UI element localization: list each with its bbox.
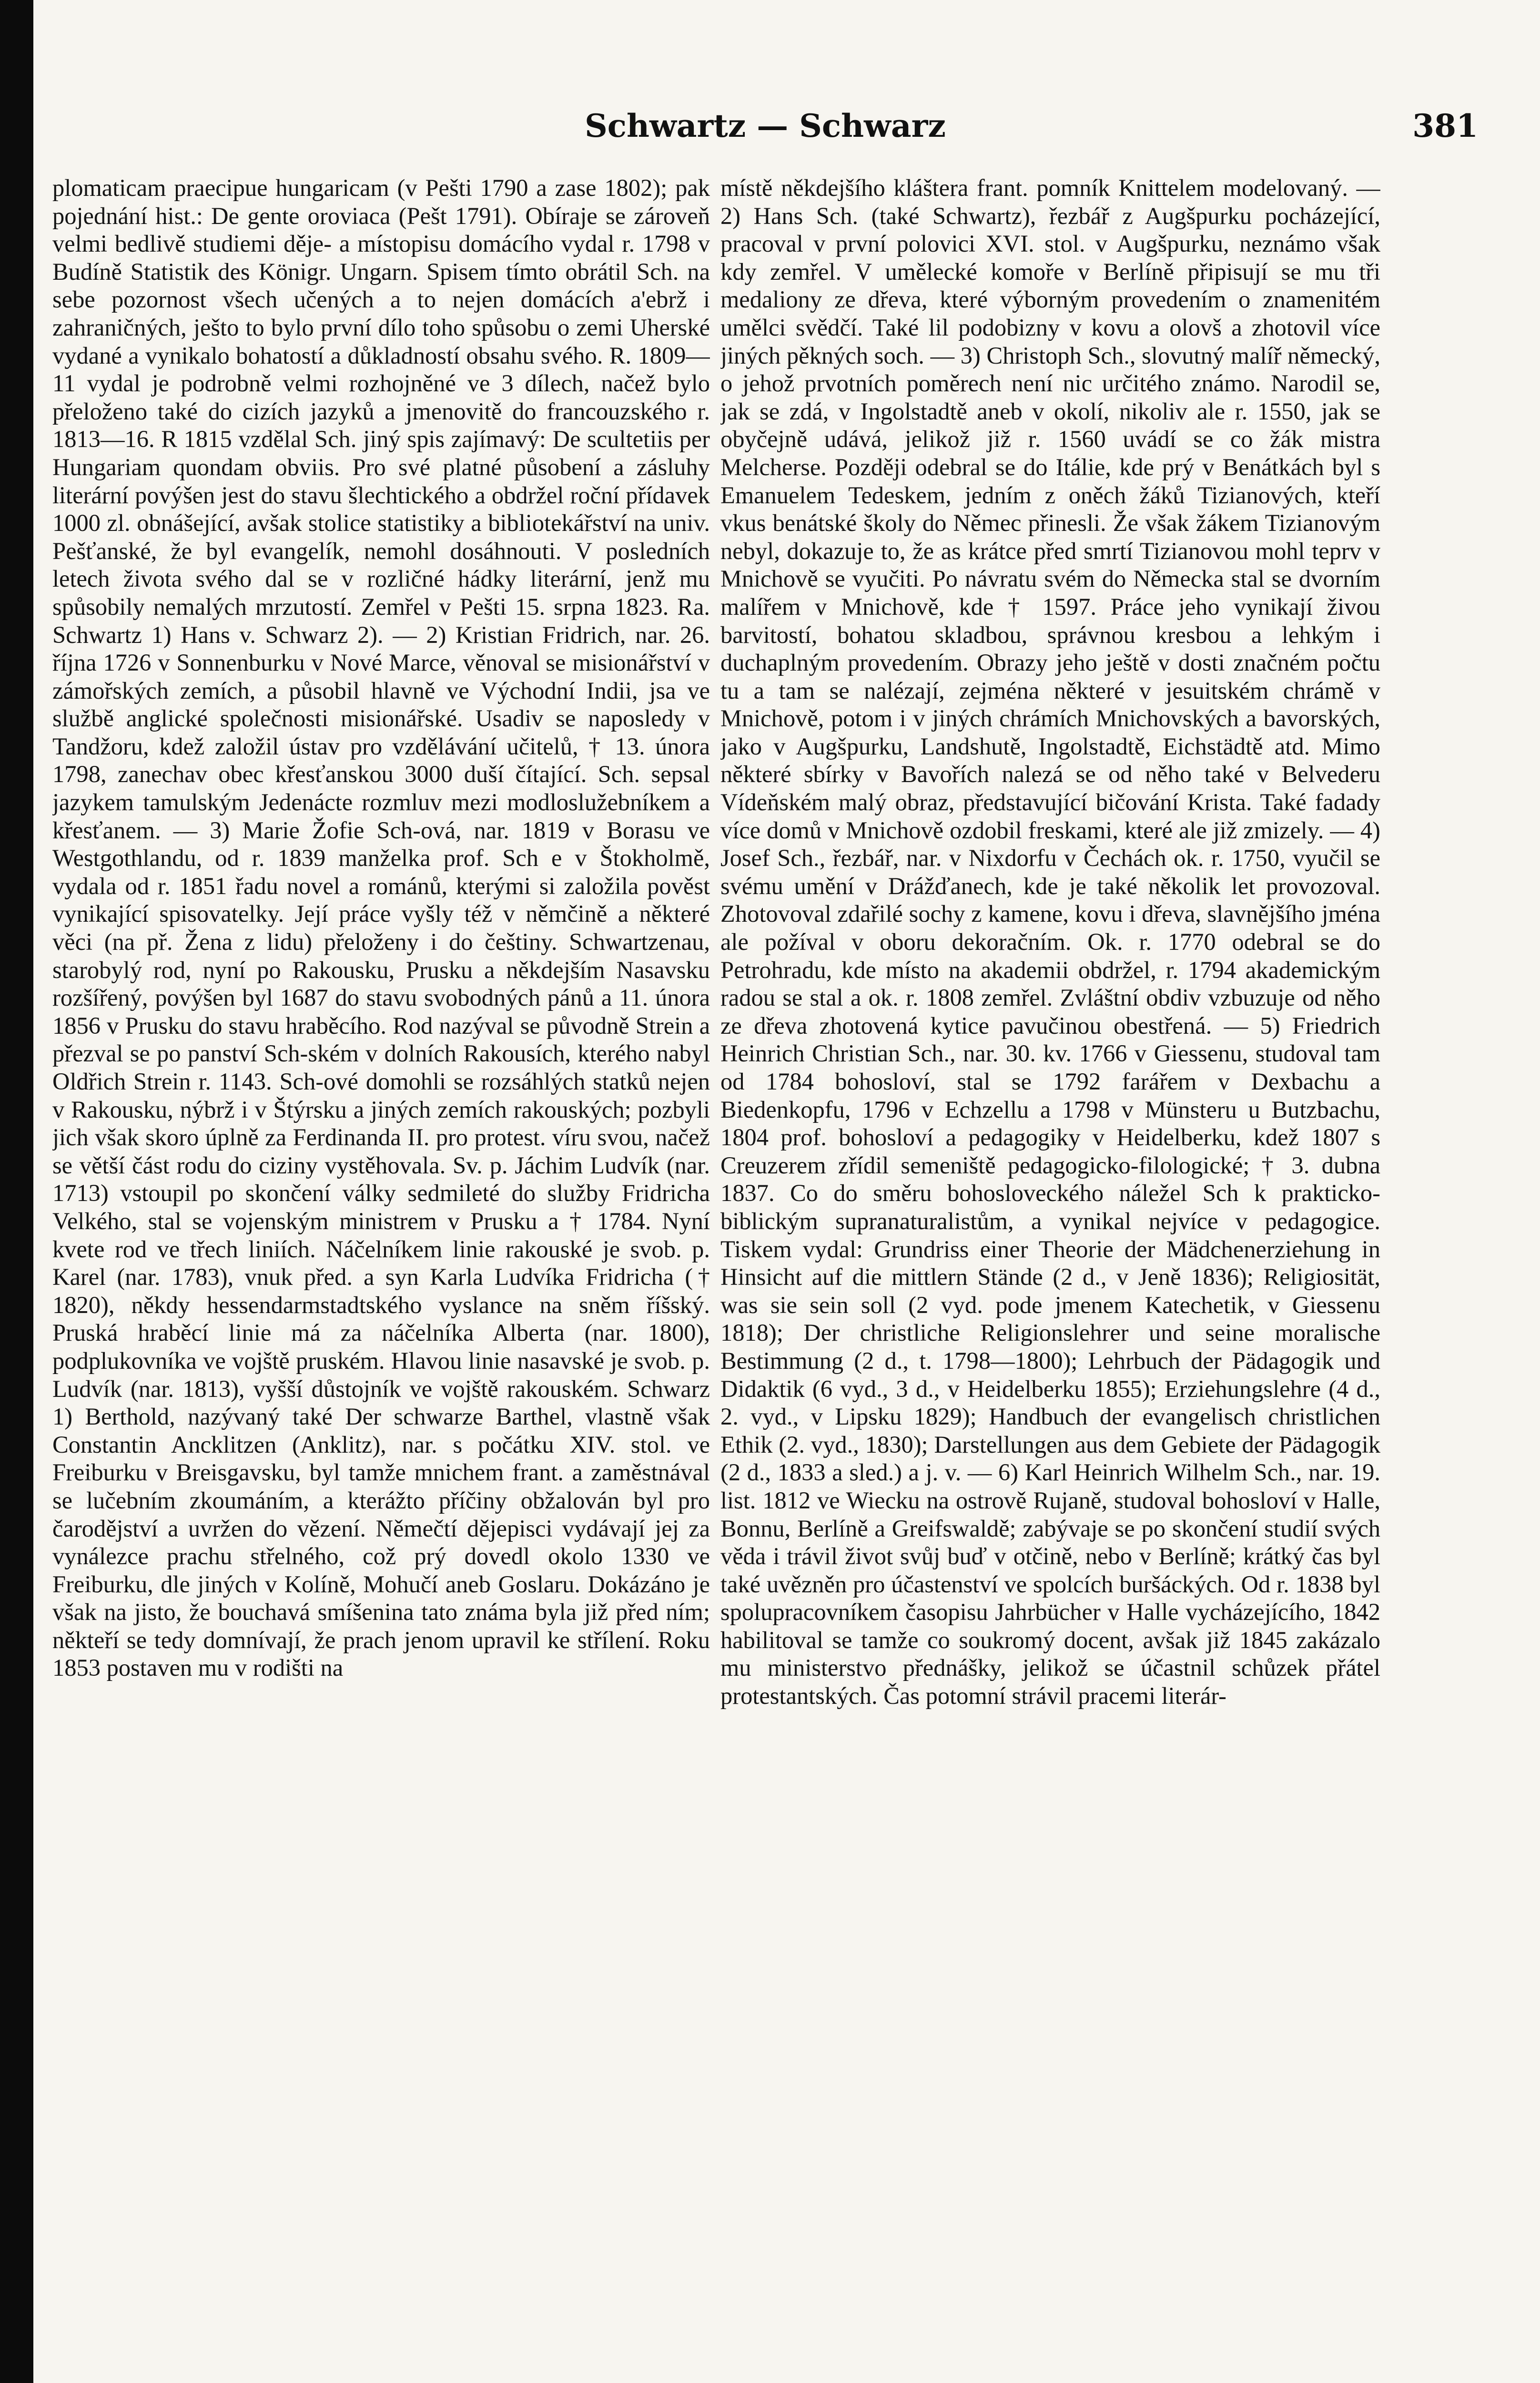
left-column <box>52 174 710 2347</box>
right-column <box>720 174 1380 2347</box>
right-column-text: místě někdejšího kláštera frant. pomník Knittelem modelovaný. — 2) Hans Sch. (také Schwartz), řezbář z Augšpurku pocházející, pracoval v první polovici XVI. stol. v Augšpurku, neznámo však kdy zemřel. V umělecké komoře v Berlíně připisují se mu tři medaliony ze dřeva, které výborným provedením o znamenitém umělci svědčí. Také lil podobizny v kovu a olovš a zhotovil více jiných pěkných soch. — 3) Christoph Sch., slovutný malíř německý, o jehož prvotních poměrech není nic určitého známo. Narodil se, jak se zdá, v Ingolstadtě aneb v okolí, nikoliv ale r. 1550, jak se obyčejně udává, jelikož již r. 1560 uvádí se co žák mistra Melcherse. Později odebral se do Itálie, kde prý v Benátkách byl s Emanuelem Tedeskem, jedním z oněch žáků Tizianových, kteří vkus benátské školy do Němec přinesli. Že však žákem Tizianovým nebyl, dokazuje to, že as krátce před smrtí Tizianovou mohl teprv v Mnichově se vyučiti. Po návratu svém do Německa stal se dvorním malířem v Mnichově, kde † 1597. Práce jeho vynikají živou barvitostí, bohatou skladbou, správnou kresbou a lehkým i duchaplným provedením. Obrazy jeho ještě v dosti značném počtu tu a tam se nalézají, zejména některé v jesuitském chrámě v Mnichově, potom i v jiných chrámích Mnichovských a bavorských, jako v Augšpurku, Landshutě, Ingolstadtě, Eichstädtě atd. Mimo některé sbírky v Bavořích nalezá se od něho také v Belvederu Vídeňském malý obraz, představující bičování Krista. Také fadady více domů v Mnichově ozdobil freskami, které ale již zmizely. — 4) Josef Sch., řezbář, nar. v Nixdorfu v Čechách ok. r. 1750, vyučil se svému umění v Drážďanech, kde je také několik let provozoval. Zhotovoval zdařilé sochy z kamene, kovu i dřeva, slavnějšího jména ale požíval v oboru dekoračním. Ok. r. 1770 odebral se do Petrohradu, kde místo na akademii obdržel, r. 1794 akademickým radou se stal a ok. r. 1808 zemřel. Zvláštní obdiv vzbuzuje od něho ze dřeva zhotovená kytice pavučinou obestřená. — 5) Friedrich Heinrich Christian Sch., nar. 30. kv. 1766 v Giessenu, studoval tam od 1784 bohosloví, stal se 1792 farářem v Dexbachu a Biedenkopfu, 1796 v Echzellu a 1798 v Münsteru u Butzbachu, 1804 prof. bohosloví a pedagogiky v Heidelberku, kdež 1807 s Creuzerem zřídil semeniště pedagogicko-filologické; † 3. dubna 1837. Co do směru bohosloveckého náležel Sch k prakticko-biblickým supranaturalistům, a vynikal nejvíce v pedagogice. Tiskem vydal: Grundriss einer Theorie der Mädchenerziehung in Hinsicht auf die mittlern Stände (2 d., v Jeně 1836); Religiosität, was sie sein soll (2 vyd. pode jmenem Katechetik, v Giessenu 1818); Der christliche Religionslehrer und seine moralische Bestimmung (2 d., t. 1798—1800); Lehrbuch der Pädagogik und Didaktik (6 vyd., 3 d., v Heidelberku 1855); Erziehungslehre (4 d., 2. vyd., v Lipsku 1829); Handbuch der evangelisch christlichen Ethik (2. vyd., 1830); Darstellungen aus dem Gebiete der Pädagogik (2 d., 1833 a sled.) a j. v. — 6) Karl Heinrich Wilhelm Sch., nar. 19. list. 1812 ve Wiecku na ostrově Rujaně, studoval bohosloví v Halle, Bonnu, Berlíně a Greifswaldě; zabývaje se po skončení studií svých věda i trávil život svůj buď v otčině, nebo v Berlíně; krátký čas byl také uvězněn pro účastenství ve spolcích buršáckých. Od r. 1838 byl spolupracovníkem časopisu Jahrbücher v Halle vycházejícího, 1842 habilitoval se tamže co soukromý docent, avšak již 1845 zakázalo mu ministerstvo přednášky, jelikož se účastnil schůzek přátel protestantských. Čas potomní strávil pracemi literár- <box>720 174 1380 1710</box>
page-number: 381 <box>1412 107 1478 144</box>
left-column-text: plomaticam praecipue hungaricam (v Pešti 1790 a zase 1802); pak pojednání hist.: De gente oroviaca (Pešt 1791). Obíraje se zároveň velmi bedlivě studiemi děje- a místopisu domácího vydal r. 1798 v Budíně Statistik des Königr. Ungarn. Spisem tímto obrátil Sch. na sebe pozornost všech učených a to nejen domácích a'ebrž i zahraničných, ješto to bylo první dílo toho spůsobu o zemi Uherské vydané a vynikalo bohatostí a důkladností obsahu svého. R. 1809—11 vydal je podrobně velmi rozhojněné ve 3 dílech, načež bylo přeloženo také do cizích jazyků a jmenovitě do francouzského r. 1813—16. R 1815 vzdělal Sch. jiný spis zajímavý: De scultetiis per Hungariam quondam obviis. Pro své platné působení a zásluhy literární povýšen jest do stavu šlechtického a obdržel roční přídavek 1000 zl. obnášející, avšak stolice statistiky a bibliotekářství na univ. Pešťanské, že byl evangelík, nemohl dosáhnouti. V posledních letech života svého dal se v rozličné hádky literární, jenž mu spůsobily nemalých mrzutostí. Zemřel v Pešti 15. srpna 1823. Ra. Schwartz 1) Hans v. Schwarz 2). — 2) Kristian Fridrich, nar. 26. října 1726 v Sonnenburku v Nové Marce, věnoval se misionářství v zámořských zemích, a působil hlavně ve Východní Indii, jsa ve službě anglické společnosti misionářské. Usadiv se naposledy v Tandžoru, kdež založil ústav pro vzdělávání učitelů, † 13. února 1798, zanechav obec křesťanskou 3000 duší čítající. Sch. sepsal jazykem tamulským Jedenácte rozmluv mezi modloslužebníkem a křesťanem. — 3) Marie Žofie Sch-ová, nar. 1819 v Borasu ve Westgothlandu, od r. 1839 manželka prof. Sch e v Štokholmě, vydala od r. 1851 řadu novel a románů, kterými si založila pověst vynikající spisovatelky. Její práce vyšly též v němčině a některé věci (na př. Žena z lidu) přeloženy i do češtiny. Schwartzenau, starobylý rod, nyní po Rakousku, Prusku a někdejším Nasavsku rozšířený, povýšen byl 1687 do stavu svobodných pánů a 11. února 1856 v Prusku do stavu hraběcího. Rod nazýval se původně Strein a přezval se po panství Sch-ském v dolních Rakousích, kterého nabyl Oldřich Strein r. 1143. Sch-ové domohli se rozsáhlých statků nejen v Rakousku, nýbrž i v Štýrsku a jiných zemích rakouských; pozbyli jich však skoro úplně za Ferdinanda II. pro protest. víru svou, načež se větší část rodu do ciziny vystěhovala. Sv. p. Jáchim Ludvík (nar. 1713) vstoupil po skončení války sedmileté do služby Fridricha Velkého, stal se vojenským ministrem v Prusku a † 1784. Nyní kvete rod ve třech liniích. Náčelníkem linie rakouské je svob. p. Karel (nar. 1783), vnuk před. a syn Karla Ludvíka Fridricha († 1820), někdy hessendarmstadtského vyslance na sněm říšský. Pruská hraběcí linie má za náčelníka Alberta (nar. 1800), podplukovníka ve vojště pruském. Hlavou linie nasavské je svob. p. Ludvík (nar. 1813), vyšší důstojník ve vojště rakouském. Schwarz 1) Berthold, nazývaný také Der schwarze Barthel, vlastně však Constantin Ancklitzen (Anklitz), nar. s počátku XIV. stol. ve Freiburku v Breisgavsku, byl tamže mnichem frant. a zaměstnával se lučebním zkoumáním, a kterážto příčiny obžalován byl pro čarodějství a uvržen do vězení. Němečtí dějepisci vydávají jej za vynálezce prachu střelného, což prý dovedl okolo 1330 ve Freiburku, dle jiných v Kolíně, Mohučí aneb Goslaru. Dokázáno je však na jisto, že bouchavá smíšenina tato známa byla již před ním; někteří se tedy domnívají, že prach jenom upravil ke střílení. Roku 1853 postaven mu v rodišti na <box>52 174 710 1681</box>
book-spine-shadow <box>0 0 33 2383</box>
header-title: Schwartz — Schwarz <box>585 107 946 144</box>
running-header <box>52 102 1478 155</box>
